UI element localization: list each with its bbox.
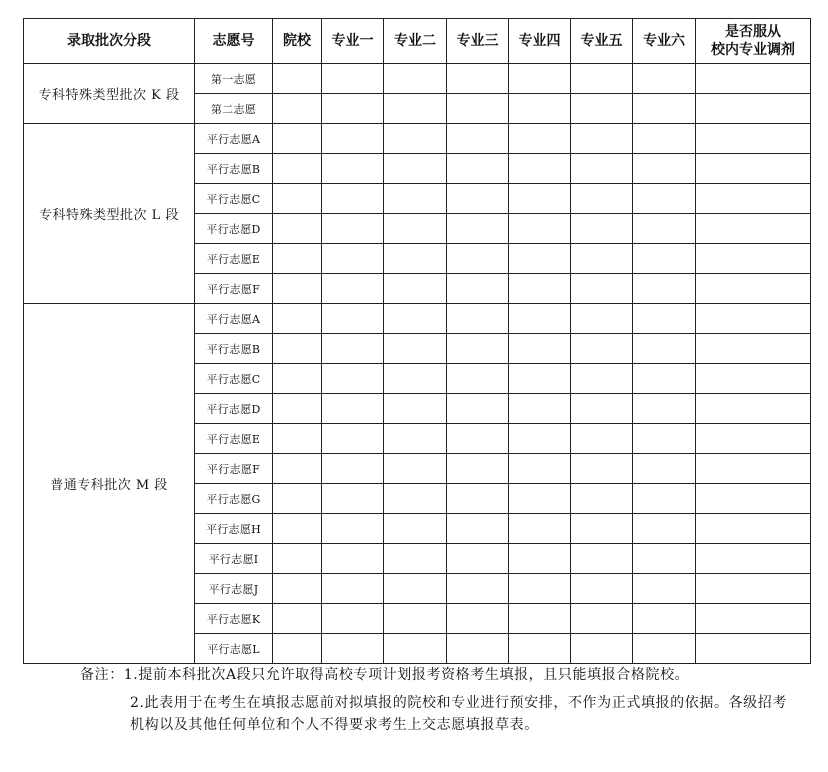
- adjust-cell[interactable]: [696, 574, 811, 604]
- school-cell[interactable]: [273, 364, 322, 394]
- major-3-cell[interactable]: [447, 94, 509, 124]
- header-volunteer-no: 志愿号: [195, 19, 273, 64]
- school-cell[interactable]: [273, 484, 322, 514]
- major-6-cell[interactable]: [633, 394, 696, 424]
- header-major-1: 专业一: [322, 19, 384, 64]
- major-2-cell[interactable]: [384, 274, 447, 304]
- major-4-cell[interactable]: [509, 244, 571, 274]
- adjust-cell[interactable]: [696, 304, 811, 334]
- volunteer-label: 平行志愿J: [195, 574, 273, 604]
- school-cell[interactable]: [273, 154, 322, 184]
- major-6-cell[interactable]: [633, 244, 696, 274]
- volunteer-label: 平行志愿A: [195, 304, 273, 334]
- major-4-cell[interactable]: [509, 64, 571, 94]
- header-major-3: 专业三: [447, 19, 509, 64]
- major-4-cell[interactable]: [509, 454, 571, 484]
- major-4-cell[interactable]: [509, 94, 571, 124]
- major-3-cell[interactable]: [447, 244, 509, 274]
- major-2-cell[interactable]: [384, 484, 447, 514]
- major-1-cell[interactable]: [322, 604, 384, 634]
- header-major-6: 专业六: [633, 19, 696, 64]
- header-adjust-line2: 校内专业调剂: [711, 42, 795, 58]
- school-cell[interactable]: [273, 454, 322, 484]
- adjust-cell[interactable]: [696, 334, 811, 364]
- major-4-cell[interactable]: [509, 214, 571, 244]
- major-1-cell[interactable]: [322, 304, 384, 334]
- volunteer-label: 平行志愿F: [195, 274, 273, 304]
- adjust-cell[interactable]: [696, 154, 811, 184]
- major-5-cell[interactable]: [571, 364, 633, 394]
- note-1: 备注：1.提前本科批次A段只允许取得高校专项计划报考资格考生填报，且只能填报合格院校。: [80, 667, 690, 683]
- major-2-cell[interactable]: [384, 244, 447, 274]
- adjust-cell[interactable]: [696, 604, 811, 634]
- header-major-2: 专业二: [384, 19, 447, 64]
- segment-label: 普通专科批次 M 段: [24, 304, 195, 664]
- major-2-cell[interactable]: [384, 334, 447, 364]
- school-cell[interactable]: [273, 214, 322, 244]
- major-2-cell[interactable]: [384, 574, 447, 604]
- major-2-cell[interactable]: [384, 94, 447, 124]
- major-3-cell[interactable]: [447, 454, 509, 484]
- major-5-cell[interactable]: [571, 424, 633, 454]
- adjust-cell[interactable]: [696, 514, 811, 544]
- major-4-cell[interactable]: [509, 124, 571, 154]
- major-3-cell[interactable]: [447, 514, 509, 544]
- major-5-cell[interactable]: [571, 214, 633, 244]
- major-3-cell[interactable]: [447, 124, 509, 154]
- major-3-cell[interactable]: [447, 154, 509, 184]
- school-cell[interactable]: [273, 604, 322, 634]
- volunteer-label: 平行志愿E: [195, 244, 273, 274]
- volunteer-label: 平行志愿D: [195, 214, 273, 244]
- major-3-cell[interactable]: [447, 364, 509, 394]
- adjust-cell[interactable]: [696, 394, 811, 424]
- major-4-cell[interactable]: [509, 184, 571, 214]
- major-1-cell[interactable]: [322, 244, 384, 274]
- major-5-cell[interactable]: [571, 634, 633, 664]
- major-5-cell[interactable]: [571, 64, 633, 94]
- major-1-cell[interactable]: [322, 364, 384, 394]
- major-4-cell[interactable]: [509, 514, 571, 544]
- header-adjust: [696, 19, 811, 64]
- adjust-cell[interactable]: [696, 244, 811, 274]
- major-6-cell[interactable]: [633, 64, 696, 94]
- major-2-cell[interactable]: [384, 64, 447, 94]
- major-6-cell[interactable]: [633, 454, 696, 484]
- major-1-cell[interactable]: [322, 514, 384, 544]
- major-5-cell[interactable]: [571, 394, 633, 424]
- volunteer-label: 平行志愿G: [195, 484, 273, 514]
- adjust-cell[interactable]: [696, 184, 811, 214]
- volunteer-label: 第一志愿: [195, 64, 273, 94]
- school-cell[interactable]: [273, 574, 322, 604]
- header-school: 院校: [273, 19, 322, 64]
- major-2-cell[interactable]: [384, 604, 447, 634]
- adjust-cell[interactable]: [696, 124, 811, 154]
- volunteer-label: 平行志愿L: [195, 634, 273, 664]
- major-3-cell[interactable]: [447, 334, 509, 364]
- major-2-cell[interactable]: [384, 124, 447, 154]
- volunteer-form-table: [23, 18, 811, 664]
- school-cell[interactable]: [273, 544, 322, 574]
- major-5-cell[interactable]: [571, 454, 633, 484]
- major-2-cell[interactable]: [384, 514, 447, 544]
- school-cell[interactable]: [273, 244, 322, 274]
- volunteer-label: 平行志愿C: [195, 364, 273, 394]
- major-4-cell[interactable]: [509, 394, 571, 424]
- major-4-cell[interactable]: [509, 544, 571, 574]
- adjust-cell[interactable]: [696, 274, 811, 304]
- major-5-cell[interactable]: [571, 184, 633, 214]
- major-6-cell[interactable]: [633, 544, 696, 574]
- adjust-cell[interactable]: [696, 214, 811, 244]
- major-6-cell[interactable]: [633, 154, 696, 184]
- header-major-5: 专业五: [571, 19, 633, 64]
- major-1-cell[interactable]: [322, 214, 384, 244]
- major-2-cell[interactable]: [384, 544, 447, 574]
- major-4-cell[interactable]: [509, 334, 571, 364]
- school-cell[interactable]: [273, 64, 322, 94]
- major-3-cell[interactable]: [447, 424, 509, 454]
- major-3-cell[interactable]: [447, 634, 509, 664]
- major-5-cell[interactable]: [571, 274, 633, 304]
- major-5-cell[interactable]: [571, 544, 633, 574]
- table-row: [24, 304, 811, 334]
- major-6-cell[interactable]: [633, 484, 696, 514]
- volunteer-label: 平行志愿B: [195, 334, 273, 364]
- adjust-cell[interactable]: [696, 544, 811, 574]
- major-1-cell[interactable]: [322, 454, 384, 484]
- major-4-cell[interactable]: [509, 154, 571, 184]
- volunteer-label: 平行志愿K: [195, 604, 273, 634]
- adjust-cell[interactable]: [696, 634, 811, 664]
- major-3-cell[interactable]: [447, 64, 509, 94]
- school-cell[interactable]: [273, 94, 322, 124]
- school-cell[interactable]: [273, 394, 322, 424]
- major-2-cell[interactable]: [384, 304, 447, 334]
- major-4-cell[interactable]: [509, 424, 571, 454]
- school-cell[interactable]: [273, 124, 322, 154]
- major-2-cell[interactable]: [384, 184, 447, 214]
- major-4-cell[interactable]: [509, 274, 571, 304]
- major-3-cell[interactable]: [447, 274, 509, 304]
- volunteer-label: 平行志愿A: [195, 124, 273, 154]
- major-3-cell[interactable]: [447, 184, 509, 214]
- major-6-cell[interactable]: [633, 514, 696, 544]
- major-1-cell[interactable]: [322, 394, 384, 424]
- header-adjust-line1: 是否服从: [725, 24, 781, 40]
- major-6-cell[interactable]: [633, 124, 696, 154]
- major-2-cell[interactable]: [384, 634, 447, 664]
- major-3-cell[interactable]: [447, 394, 509, 424]
- school-cell[interactable]: [273, 304, 322, 334]
- major-2-cell[interactable]: [384, 154, 447, 184]
- table-row: [24, 64, 811, 94]
- major-1-cell[interactable]: [322, 334, 384, 364]
- volunteer-label: 平行志愿D: [195, 394, 273, 424]
- header-segment: 录取批次分段: [24, 19, 195, 64]
- volunteer-label: 平行志愿B: [195, 154, 273, 184]
- school-cell[interactable]: [273, 274, 322, 304]
- major-3-cell[interactable]: [447, 604, 509, 634]
- major-6-cell[interactable]: [633, 574, 696, 604]
- volunteer-label: 第二志愿: [195, 94, 273, 124]
- adjust-cell[interactable]: [696, 484, 811, 514]
- volunteer-label: 平行志愿I: [195, 544, 273, 574]
- major-4-cell[interactable]: [509, 574, 571, 604]
- major-6-cell[interactable]: [633, 94, 696, 124]
- major-1-cell[interactable]: [322, 64, 384, 94]
- major-5-cell[interactable]: [571, 124, 633, 154]
- major-4-cell[interactable]: [509, 634, 571, 664]
- major-2-cell[interactable]: [384, 454, 447, 484]
- note-2: 2.此表用于在考生在填报志愿前对拟填报的院校和专业进行预安排，不作为正式填报的依据。各级招考机构以及其他任何单位和个人不得要求考生上交志愿填报草表。: [130, 695, 787, 733]
- major-4-cell[interactable]: [509, 364, 571, 394]
- major-6-cell[interactable]: [633, 424, 696, 454]
- major-6-cell[interactable]: [633, 184, 696, 214]
- major-4-cell[interactable]: [509, 304, 571, 334]
- major-4-cell[interactable]: [509, 604, 571, 634]
- major-3-cell[interactable]: [447, 304, 509, 334]
- major-1-cell[interactable]: [322, 574, 384, 604]
- major-1-cell[interactable]: [322, 484, 384, 514]
- volunteer-label: 平行志愿H: [195, 514, 273, 544]
- major-3-cell[interactable]: [447, 544, 509, 574]
- adjust-cell[interactable]: [696, 364, 811, 394]
- major-1-cell[interactable]: [322, 274, 384, 304]
- volunteer-label: 平行志愿E: [195, 424, 273, 454]
- adjust-cell[interactable]: [696, 64, 811, 94]
- major-6-cell[interactable]: [633, 274, 696, 304]
- school-cell[interactable]: [273, 634, 322, 664]
- major-3-cell[interactable]: [447, 574, 509, 604]
- major-1-cell[interactable]: [322, 154, 384, 184]
- notes: [80, 664, 800, 736]
- adjust-cell[interactable]: [696, 454, 811, 484]
- major-5-cell[interactable]: [571, 604, 633, 634]
- form-body: [24, 64, 811, 664]
- major-5-cell[interactable]: [571, 244, 633, 274]
- major-2-cell[interactable]: [384, 364, 447, 394]
- major-5-cell[interactable]: [571, 334, 633, 364]
- adjust-cell[interactable]: [696, 94, 811, 124]
- school-cell[interactable]: [273, 424, 322, 454]
- major-6-cell[interactable]: [633, 604, 696, 634]
- major-2-cell[interactable]: [384, 424, 447, 454]
- major-6-cell[interactable]: [633, 214, 696, 244]
- major-1-cell[interactable]: [322, 124, 384, 154]
- major-4-cell[interactable]: [509, 484, 571, 514]
- table-row: [24, 124, 811, 154]
- major-5-cell[interactable]: [571, 484, 633, 514]
- major-5-cell[interactable]: [571, 304, 633, 334]
- major-3-cell[interactable]: [447, 214, 509, 244]
- major-1-cell[interactable]: [322, 424, 384, 454]
- major-1-cell[interactable]: [322, 544, 384, 574]
- school-cell[interactable]: [273, 514, 322, 544]
- segment-label: 专科特殊类型批次 K 段: [24, 64, 195, 124]
- segment-label: 专科特殊类型批次 L 段: [24, 124, 195, 304]
- school-cell[interactable]: [273, 334, 322, 364]
- major-5-cell[interactable]: [571, 574, 633, 604]
- major-1-cell[interactable]: [322, 634, 384, 664]
- major-2-cell[interactable]: [384, 214, 447, 244]
- major-3-cell[interactable]: [447, 484, 509, 514]
- adjust-cell[interactable]: [696, 424, 811, 454]
- major-5-cell[interactable]: [571, 154, 633, 184]
- major-6-cell[interactable]: [633, 634, 696, 664]
- major-6-cell[interactable]: [633, 334, 696, 364]
- major-5-cell[interactable]: [571, 94, 633, 124]
- volunteer-label: 平行志愿C: [195, 184, 273, 214]
- major-1-cell[interactable]: [322, 94, 384, 124]
- major-1-cell[interactable]: [322, 184, 384, 214]
- major-6-cell[interactable]: [633, 364, 696, 394]
- major-5-cell[interactable]: [571, 514, 633, 544]
- major-2-cell[interactable]: [384, 394, 447, 424]
- header-row: [24, 19, 811, 64]
- header-major-4: 专业四: [509, 19, 571, 64]
- major-6-cell[interactable]: [633, 304, 696, 334]
- school-cell[interactable]: [273, 184, 322, 214]
- volunteer-label: 平行志愿F: [195, 454, 273, 484]
